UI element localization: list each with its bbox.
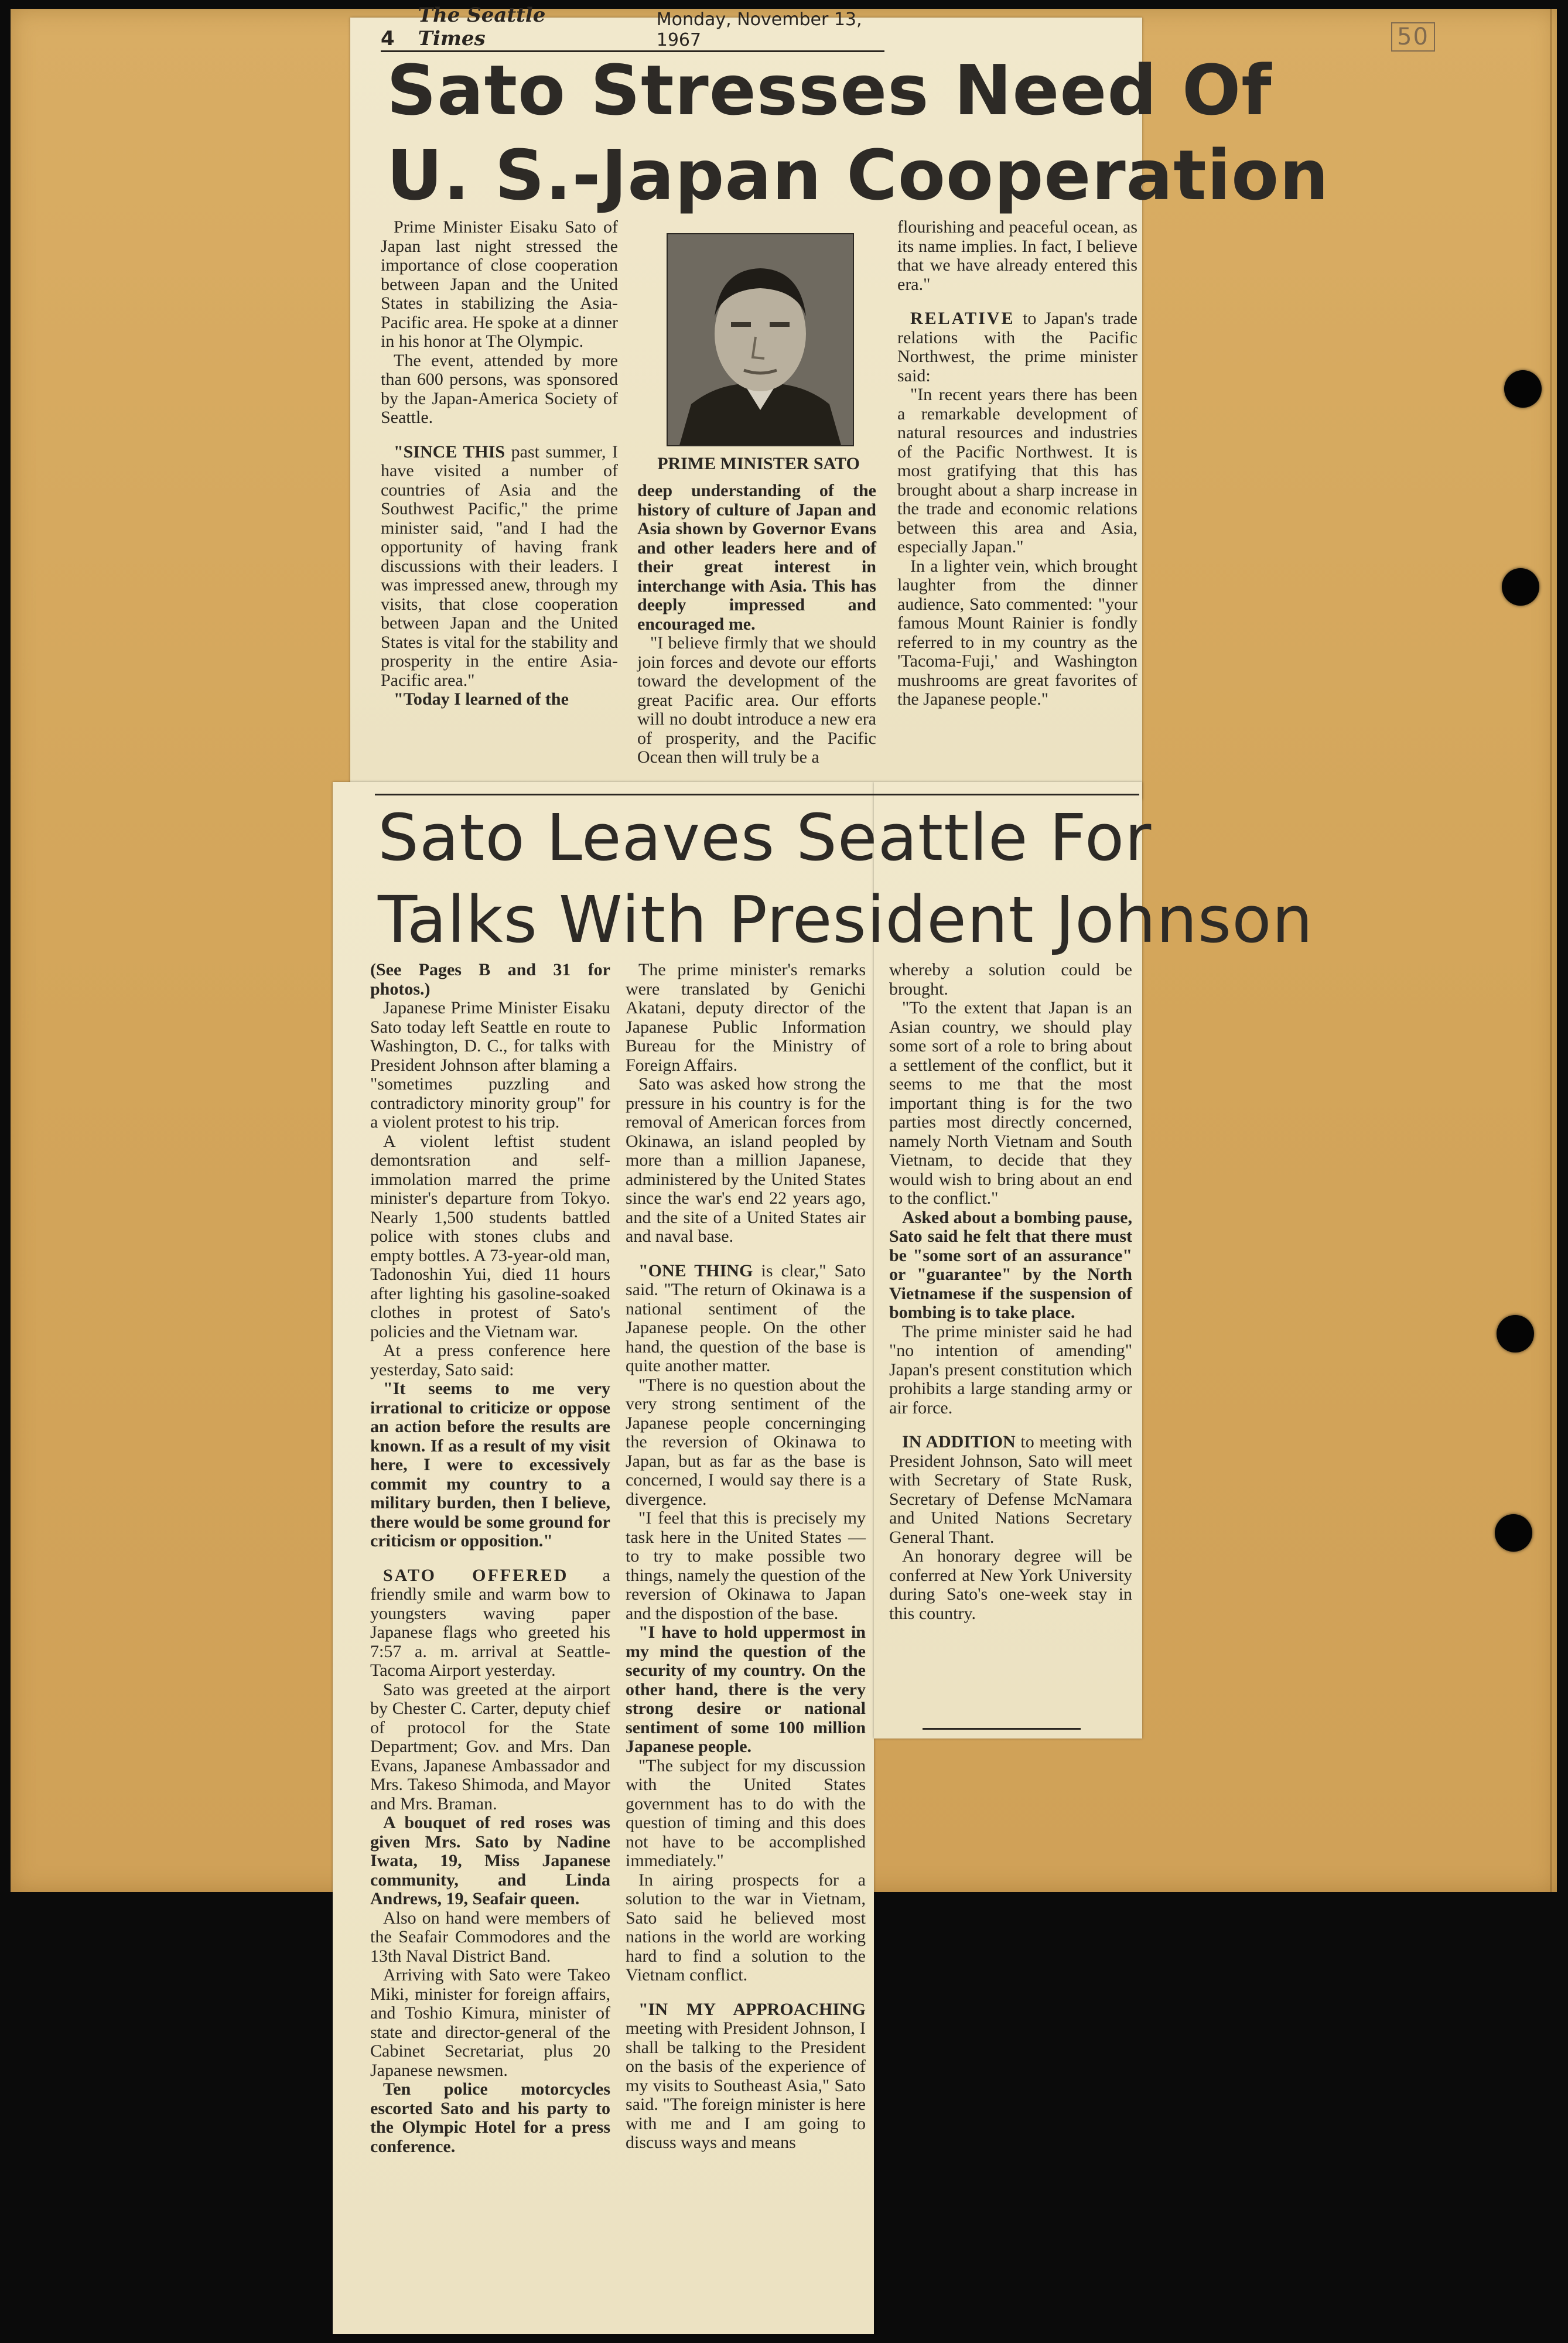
portrait-illustration (668, 234, 853, 445)
issue-date: Monday, November 13, 1967 (656, 9, 862, 50)
paragraph: "I have to hold uppermost in my mind the question of the security of my country. On the other hand, there is the very strong desire or national sentiment of some 100 million Japanese people. (626, 1623, 866, 1756)
paragraph: "Today I learned of the (394, 689, 569, 709)
binder-hole (1504, 370, 1542, 408)
paragraph: SATO OFFERED a friendly smile and warm bow to youngsters waving paper Japanese flags who greeted his 7:57 a. m. arrival at Seattle-Tacoma Airport yesterday. (370, 1565, 610, 1680)
paragraph: Also on hand were members of the Seafair Commodores and the 13th Naval District Band. (370, 1908, 610, 1966)
masthead (381, 4, 884, 52)
paragraph: A bouquet of red roses was given Mrs. Sato by Nadine Iwata, 19, Miss Japanese community, and Linda Andrews, 19, Seafair queen. (370, 1813, 610, 1908)
paragraph: "SINCE THIS past summer, I have visited a number of countries of Asia and the Southwest Pacific," the prime minister said, "and I had the opportunity of having frank discussions with their leaders. I was impressed anew, through my visits, that close cooperation between Japan and the United States is vital for the stability and prosperity in the entire Asia-Pacific area." (381, 442, 619, 690)
binder-hole (1497, 1315, 1534, 1352)
paragraph: deep understanding of the history of culture of Japan and Asia shown by Governor Evans and other leaders here and of their great interest in interchange with Asia. This has deeply impressed and encouraged me. (637, 481, 876, 634)
paragraph: A violent leftist student demontsration and self-immolation marred the prime minister's departure from Tokyo. Nearly 1,500 students battled police with stones clubs and empty bottles. A 73-year-old man, Tadonoshin Yui, died 11 hours after lighting his gasoline-soaked clothes in protest of Sato's policies and the Vietnam war. (370, 1131, 610, 1341)
paragraph: "To the extent that Japan is an Asian country, we should play some sort of a role to bring about a settlement of the conflict, but it seems to me that the most important thing is for the two parties most directly concerned, namely North Vietnam and South Vietnam, to decide that they would wish to bring about an end to the conflict." (889, 998, 1132, 1208)
paragraph: RELATIVE to Japan's trade relations with the Pacific Northwest, the prime minister said: (897, 309, 1137, 385)
lead-in: "IN MY APPROACHING (638, 1999, 866, 2019)
paragraph: The prime minister's remarks were translated by Genichi Akatani, deputy director of the Japanese Public Information Bureau for the Ministry of Foreign Affairs. (626, 960, 866, 1075)
lead-in: SATO OFFERED (383, 1565, 569, 1585)
paragraph: Sato was asked how strong the pressure in his country is for the removal of American forces from Okinawa, an island peopled by more than a million Japanese, administered by the United States since the war's end 22 years ago, and the site of a United States air and naval base. (626, 1074, 866, 1246)
paragraph: Sato was greeted at the airport by Chester C. Carter, deputy chief of protocol for the State Department; Gov. and Mrs. Dan Evans, Japanese Ambassador and Mrs. Takeso Shimoda, and Mayor and Mrs. Braman. (370, 1679, 610, 1813)
paragraph: "The subject for my discussion with the United States government has to do with the question of timing and this does not have to be accomplished immediately." (626, 1755, 866, 1870)
paragraph: "ONE THING is clear," Sato said. "The return of Okinawa is a national sentiment of the Japanese people. On the other hand, the question of the base is quite another matter. (626, 1261, 866, 1375)
story1-column-1 (381, 218, 618, 709)
paragraph: "It seems to me very irrational to criticize or oppose an action before the results are known. If as a result of my visit here, I were to excessively commit my country to a military burden, then I believe, there would be some ground for criticism or opposition." (370, 1379, 610, 1550)
paragraph: Asked about a bombing pause, Sato said he felt that there must be "some sort of an assurance" or "guarantee" by the North Vietnamese if the suspension of bombing is to take place. (889, 1207, 1132, 1322)
lead-in: "ONE THING (638, 1261, 753, 1280)
paragraph: "IN MY APPROACHING meeting with President Johnson, I shall be talking to the President on the basis of the experience of my visits to Southeast Asia," Sato said. "The foreign minister is here with me and I am going to discuss ways and means (626, 1999, 866, 2152)
photo-reference-note: (See Pages B and 31 for photos.) (370, 960, 610, 999)
story2-column-3 (889, 961, 1132, 1623)
paragraph: In airing prospects for a solution to the war in Vietnam, Sato said he believed most nations in the world are working hard to find a solution to the Vietnam conflict. (626, 1870, 866, 1985)
paragraph: "I believe firmly that we should join forces and devote our efforts toward the development of the great Pacific area. Our efforts will no doubt introduce a new era of prosperity, and the Pacific Ocean then will truly be a (637, 633, 876, 767)
section-divider (375, 794, 1139, 795)
paragraph: At a press conference here yesterday, Sato said: (370, 1341, 610, 1379)
story1-headline-line2: U. S.-Japan Cooperation (387, 135, 1330, 216)
paragraph: "In recent years there has been a remarkable development of natural resources and industries of the Pacific Northwest. It is most gratifying that this has brought about a sharp increase in the trade and economic relations between this area and Asia, especially Japan." (897, 385, 1137, 556)
lead-in: "SINCE THIS (394, 442, 505, 462)
paragraph: The prime minister said he had "no intention of amending" Japan's present constitution which prohibits a large standing army or air force. (889, 1321, 1132, 1418)
sato-portrait-photo (667, 233, 854, 446)
catalog-number: 50 (1391, 22, 1435, 52)
story1-headline-line1: Sato Stresses Need Of (387, 50, 1272, 131)
lead-in: RELATIVE (910, 309, 1015, 328)
paragraph: The event, attended by more than 600 persons, was sponsored by the Japan-America Society of Seattle. (381, 350, 618, 427)
paragraph: flourishing and peaceful ocean, as its name implies. In fact, I believe that we have already entered this era." (897, 217, 1137, 294)
paragraph: Arriving with Sato were Takeo Miki, minister for foreign affairs, and Toshio Kimura, minister of state and director-general of the Cabinet Secretariat, plus 20 Japanese newsmen. (370, 1965, 610, 2080)
paragraph: Japanese Prime Minister Eisaku Sato today left Seattle en route to Washington, D. C., for talks with President Johnson after blaming a "sometimes puzzling and contradictory minority group" for a violent protest to his trip. (370, 998, 610, 1132)
paragraph: An honorary degree will be conferred at New York University during Sato's one-week stay in this country. (889, 1546, 1132, 1623)
lead-in: IN ADDITION (902, 1432, 1016, 1451)
paragraph: In a lighter vein, which brought laughter from the dinner audience, Sato commented: "your famous Mount Rainier is fondly referred to in my country as the 'Tacoma-Fuji,' and Washington mushrooms are great favorites of the Japanese people." (897, 556, 1137, 709)
story1-column-2 (637, 481, 876, 767)
newspaper-name: The Seattle Times (418, 4, 546, 50)
story2-headline-line1: Sato Leaves Seattle For (378, 800, 1152, 875)
paragraph: IN ADDITION to meeting with President Johnson, Sato will meet with Secretary of State Rusk, Secretary of Defense McNamara and United Nations Secretary General Thant. (889, 1432, 1133, 1547)
story1-column-3 (897, 218, 1137, 709)
paragraph: "There is no question about the very strong sentiment of the Japanese people concerninging the reversion of Okinawa to Japan, but as far as the base is concerned, I would say there is a divergence. (626, 1375, 866, 1509)
binder-hole (1495, 1514, 1532, 1552)
page-number: 4 (381, 27, 395, 50)
paragraph: whereby a solution could be brought. (889, 960, 1132, 999)
story2-headline-line2: Talks With President Johnson (378, 882, 1314, 957)
paragraph: "I feel that this is precisely my task here in the United States — to try to make possible two things, namely the question of the reversion of Okinawa to Japan and the dispostion of the base. (626, 1508, 866, 1623)
photo-caption: PRIME MINISTER SATO (657, 454, 860, 473)
binder-hole (1502, 568, 1539, 606)
paragraph: Prime Minister Eisaku Sato of Japan last night stressed the importance of close cooperation between Japan and the United States in stabilizing the Asia-Pacific area. He spoke at a dinner in his honor at The Olympic. (381, 217, 618, 351)
story2-column-2 (626, 961, 866, 2153)
paragraph: Ten police motorcycles escorted Sato and his party to the Olympic Hotel for a press conference. (370, 2079, 610, 2156)
folder-edge (1550, 9, 1552, 1892)
article-end-rule (923, 1728, 1081, 1730)
story2-column-1 (370, 961, 610, 2156)
